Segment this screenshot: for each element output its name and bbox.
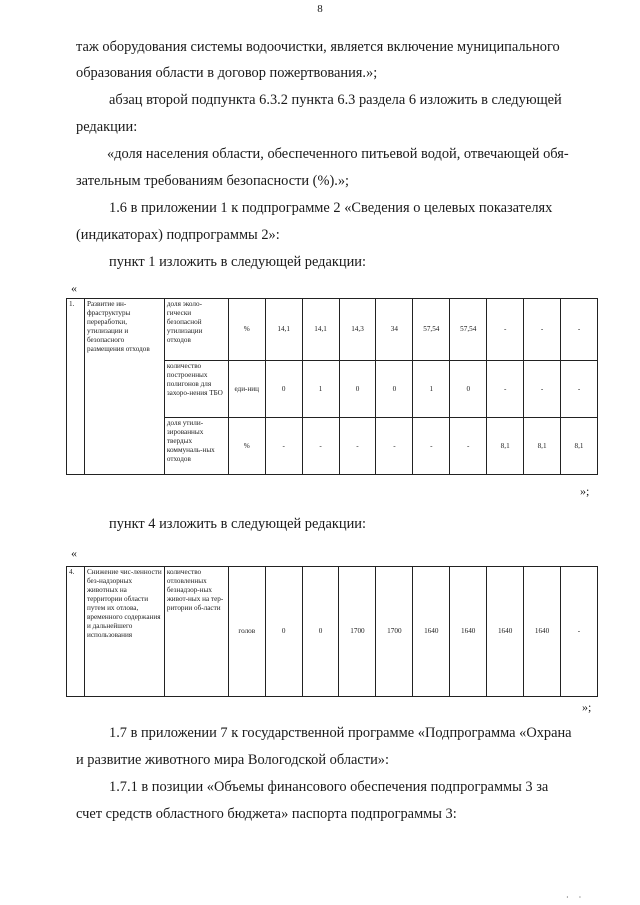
value-cell: 8,1 (487, 418, 524, 475)
value-cell: 1 (302, 361, 339, 418)
value-cell: 0 (302, 567, 339, 697)
quote-open-mark: « (71, 546, 77, 560)
value-cell: - (376, 418, 413, 475)
unit-cell: % (228, 299, 265, 361)
value-cell: - (561, 299, 598, 361)
quote-close-mark: »; (580, 484, 590, 498)
quote-close-mark: »; (582, 700, 592, 714)
indicators-table-2 (66, 566, 598, 697)
value-cell: 1700 (339, 567, 376, 697)
paragraph-line: образования области в договор пожертвования.»; (76, 65, 378, 81)
paragraph-line: зательным требованиям безопасности (%).»; (76, 173, 350, 189)
value-cell: 57,54 (413, 299, 450, 361)
value-cell: - (265, 418, 302, 475)
value-cell: 0 (339, 361, 376, 418)
value-cell: - (487, 299, 524, 361)
quote-open-mark: « (71, 281, 77, 295)
indicator-cell: количество отловленных безнадзор-ных живот-ных на тер-ритории об-ласти (164, 567, 228, 697)
value-cell: 1640 (413, 567, 450, 697)
paragraph-line: абзац второй подпункта 6.3.2 пункта 6.3 раздела 6 изложить в следующей (109, 92, 562, 108)
paragraph-line: 1.7 в приложении 7 к государственной программе «Подпрограмма «Охрана (109, 725, 572, 741)
value-cell: 0 (450, 361, 487, 418)
paragraph-line: 1.7.1 в позиции «Объемы финансового обеспечения подпрограммы 3 за (109, 779, 549, 795)
value-cell: - (450, 418, 487, 475)
unit-cell: % (228, 418, 265, 475)
paragraph-line: «доля населения области, обеспеченного питьевой водой, отвечающей обя- (107, 146, 569, 162)
value-cell: 1640 (487, 567, 524, 697)
paragraph-line: счет средств областного бюджета» паспорта подпрограммы 3: (76, 806, 457, 822)
value-cell: 14,1 (265, 299, 302, 361)
table-row (67, 567, 598, 697)
indicators-table-1 (66, 298, 598, 475)
task-cell: Снижение чис-ленности без-надзорных животных на территории области путем их отлова, временного содержания и дальнейшего использования (84, 567, 164, 697)
unit-cell: голов (228, 567, 265, 697)
value-cell: 1700 (376, 567, 413, 697)
paragraph-line: пункт 4 изложить в следующей редакции: (109, 516, 366, 532)
value-cell: - (524, 361, 561, 418)
indicator-cell: доля эколо-гически безопасной утилизации отходов (164, 299, 228, 361)
value-cell: - (561, 567, 598, 697)
table-row (67, 299, 598, 361)
value-cell: 14,1 (302, 299, 339, 361)
indicator-cell: количество построенных полигонов для захоро-нения ТБО (164, 361, 228, 418)
value-cell: - (561, 361, 598, 418)
value-cell: - (302, 418, 339, 475)
value-cell: - (524, 299, 561, 361)
value-cell: 1640 (450, 567, 487, 697)
paragraph-line: 1.6 в приложении 1 к подпрограмме 2 «Сведения о целевых показателях (109, 200, 553, 216)
paragraph-line: таж оборудования системы водоочистки, является включение муниципального (76, 39, 560, 55)
value-cell: 1 (413, 361, 450, 418)
value-cell: 1640 (524, 567, 561, 697)
value-cell: - (413, 418, 450, 475)
value-cell: 0 (265, 361, 302, 418)
unit-cell: еди-ниц (228, 361, 265, 418)
value-cell: - (339, 418, 376, 475)
paragraph-line: и развитие животного мира Вологодской области»: (76, 752, 389, 768)
paragraph-line: (индикаторах) подпрограммы 2»: (76, 227, 280, 243)
paragraph-line: редакции: (76, 119, 138, 135)
value-cell: - (487, 361, 524, 418)
indicator-cell: доля утили-зированных твердых коммуналь-ных отходов (164, 418, 228, 475)
paragraph-line: пункт 1 изложить в следующей редакции: (109, 254, 366, 270)
value-cell: 8,1 (524, 418, 561, 475)
value-cell: 14,3 (339, 299, 376, 361)
row-number: 4. (67, 567, 85, 697)
value-cell: 34 (376, 299, 413, 361)
footer-marks: · · (566, 893, 586, 902)
row-number: 1. (67, 299, 85, 475)
task-cell: Развитие ин-фраструктуры переработки, утилизации и безопасного размещения отходов (84, 299, 164, 475)
value-cell: 0 (265, 567, 302, 697)
page-number: 8 (317, 3, 323, 15)
value-cell: 57,54 (450, 299, 487, 361)
value-cell: 8,1 (561, 418, 598, 475)
value-cell: 0 (376, 361, 413, 418)
